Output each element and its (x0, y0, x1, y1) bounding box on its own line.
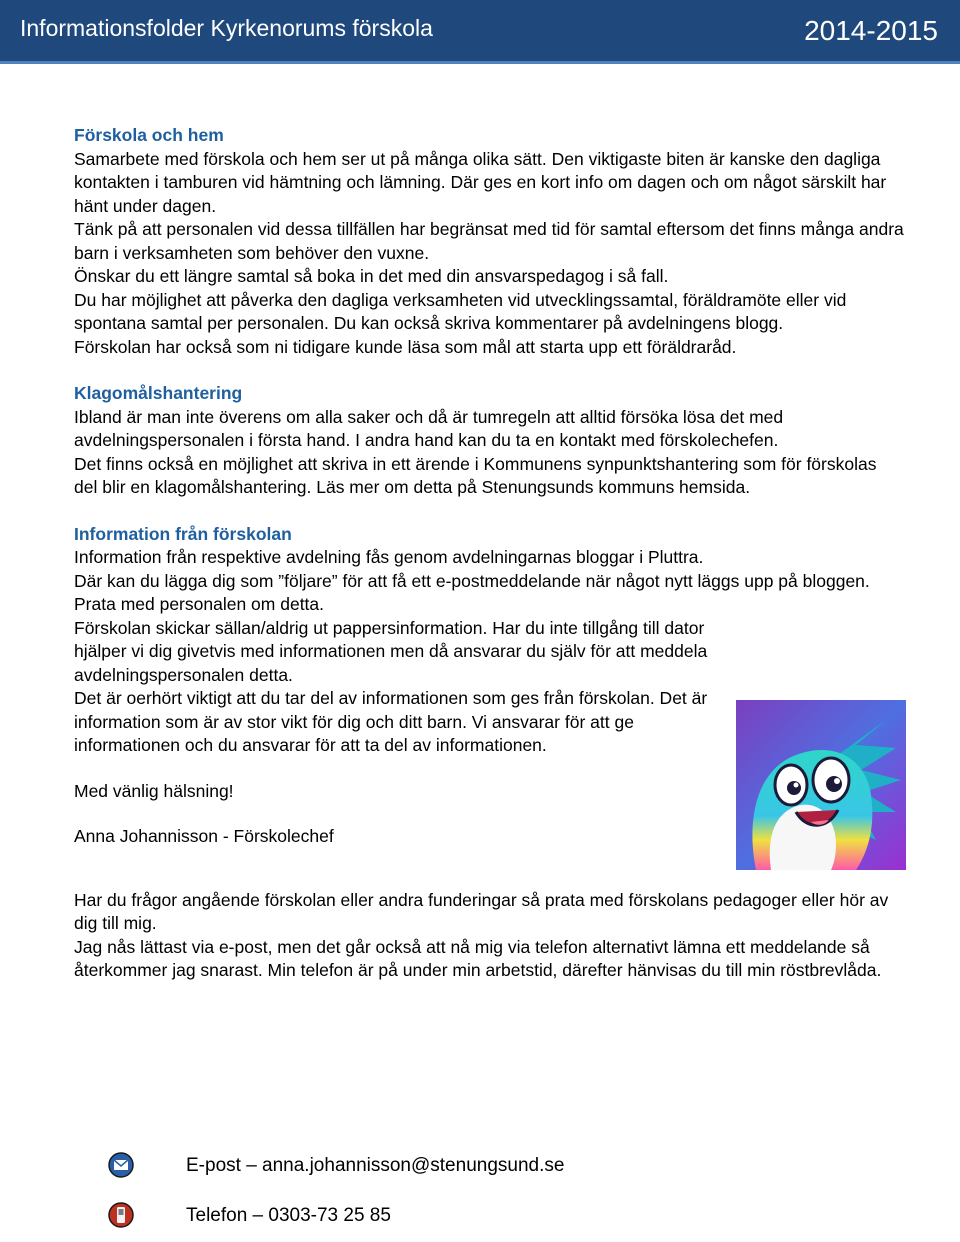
phone-icon (108, 1202, 134, 1228)
paragraph: Information från respektive avdelning fås genom avdelningarnas bloggar i Pluttra. (74, 547, 704, 567)
paragraph: Önskar du ett längre samtal så boka in det med din ansvarspedagog i så fall. (74, 266, 669, 286)
document-year: 2014-2015 (804, 15, 938, 46)
contact-email-row (108, 1152, 868, 1192)
paragraph: Tänk på att personalen vid dessa tillfällen har begränsat med tid för samtal eftersom det finns många andra barn i verksamheten som behöver den vuxne. (74, 219, 904, 263)
phone-text: Telefon – 0303-73 25 85 (186, 1205, 391, 1226)
greeting: Med vänlig hälsning! (74, 780, 234, 801)
paragraph: Förskolan har också som ni tidigare kunde läsa som mål att starta upp ett föräldraråd. (74, 336, 737, 357)
contact-phone-row (108, 1202, 868, 1242)
signature: Anna Johannisson - Förskolechef (74, 826, 334, 846)
paragraph: Du har möjlighet att påverka den dagliga verksamheten vid utvecklingssamtal, föräldramöte eller vid spontana samtal per personalen. Du kan också skriva kommentarer på avdelningens blogg. (74, 289, 847, 333)
mascot-illustration (736, 700, 906, 870)
section-heading-forskola-och-hem: Förskola och hem (74, 125, 224, 145)
document-title: Informationsfolder Kyrkenorums förskola (20, 15, 433, 41)
mail-icon (108, 1152, 134, 1178)
paragraph: Där kan du lägga dig som ”följare” för att få ett e-postmeddelande när något nytt läggs upp på bloggen. Prata med personalen om detta. (74, 570, 870, 614)
questions-paragraph: Har du frågor angående förskolan eller andra funderingar så prata med förskolans pedagoger eller hör av dig till mig. (74, 889, 889, 933)
email-text: E-post – anna.johannisson@stenungsund.se (186, 1155, 565, 1176)
contact-paragraph: Jag nås lättast via e-post, men det går också att nå mig via telefon alternativt lämna ett meddelande så återkommer jag snarast. Min telefon är på under min arbetstid, därefter hänvisas du till min röstbrevlåda. (74, 936, 882, 980)
paragraph: Det är oerhört viktigt att du tar del av informationen som ges från förskolan. Det är information som är av stor vikt för dig och ditt barn. Vi ansvarar för att ge informationen och du ansvarar för att ta del av informationen. (74, 688, 708, 755)
header-bar (0, 0, 960, 64)
paragraph: Ibland är man inte överens om alla saker och då är tumregeln att alltid försöka lösa det med avdelningspersonalen i första hand. I andra hand kan du ta en kontakt med förskolechefen. (74, 406, 784, 450)
section-heading-klagomalshantering: Klagomålshantering (74, 383, 243, 403)
section-heading-information-fran-forskolan: Information från förskolan (74, 523, 292, 544)
paragraph: Samarbete med förskola och hem ser ut på många olika sätt. Den viktigaste biten är kanske den dagliga kontakten i tamburen vid hämtning och lämning. Där ges en kort info om dagen och om något särskilt har hänt under dagen. (74, 148, 887, 216)
paragraph: Förskolan skickar sällan/aldrig ut pappersinformation. Har du inte tillgång till dator hjälper vi dig givetvis med informationen men då ansvarar du själv för att meddela avdelningspersonalen detta. (74, 617, 708, 685)
paragraph: Det finns också en möjlighet att skriva in ett ärende i Kommunens synpunktshantering som för förskolas del blir en klagomålshantering. Läs mer om detta på Stenungsunds kommuns hemsida. (74, 453, 877, 497)
